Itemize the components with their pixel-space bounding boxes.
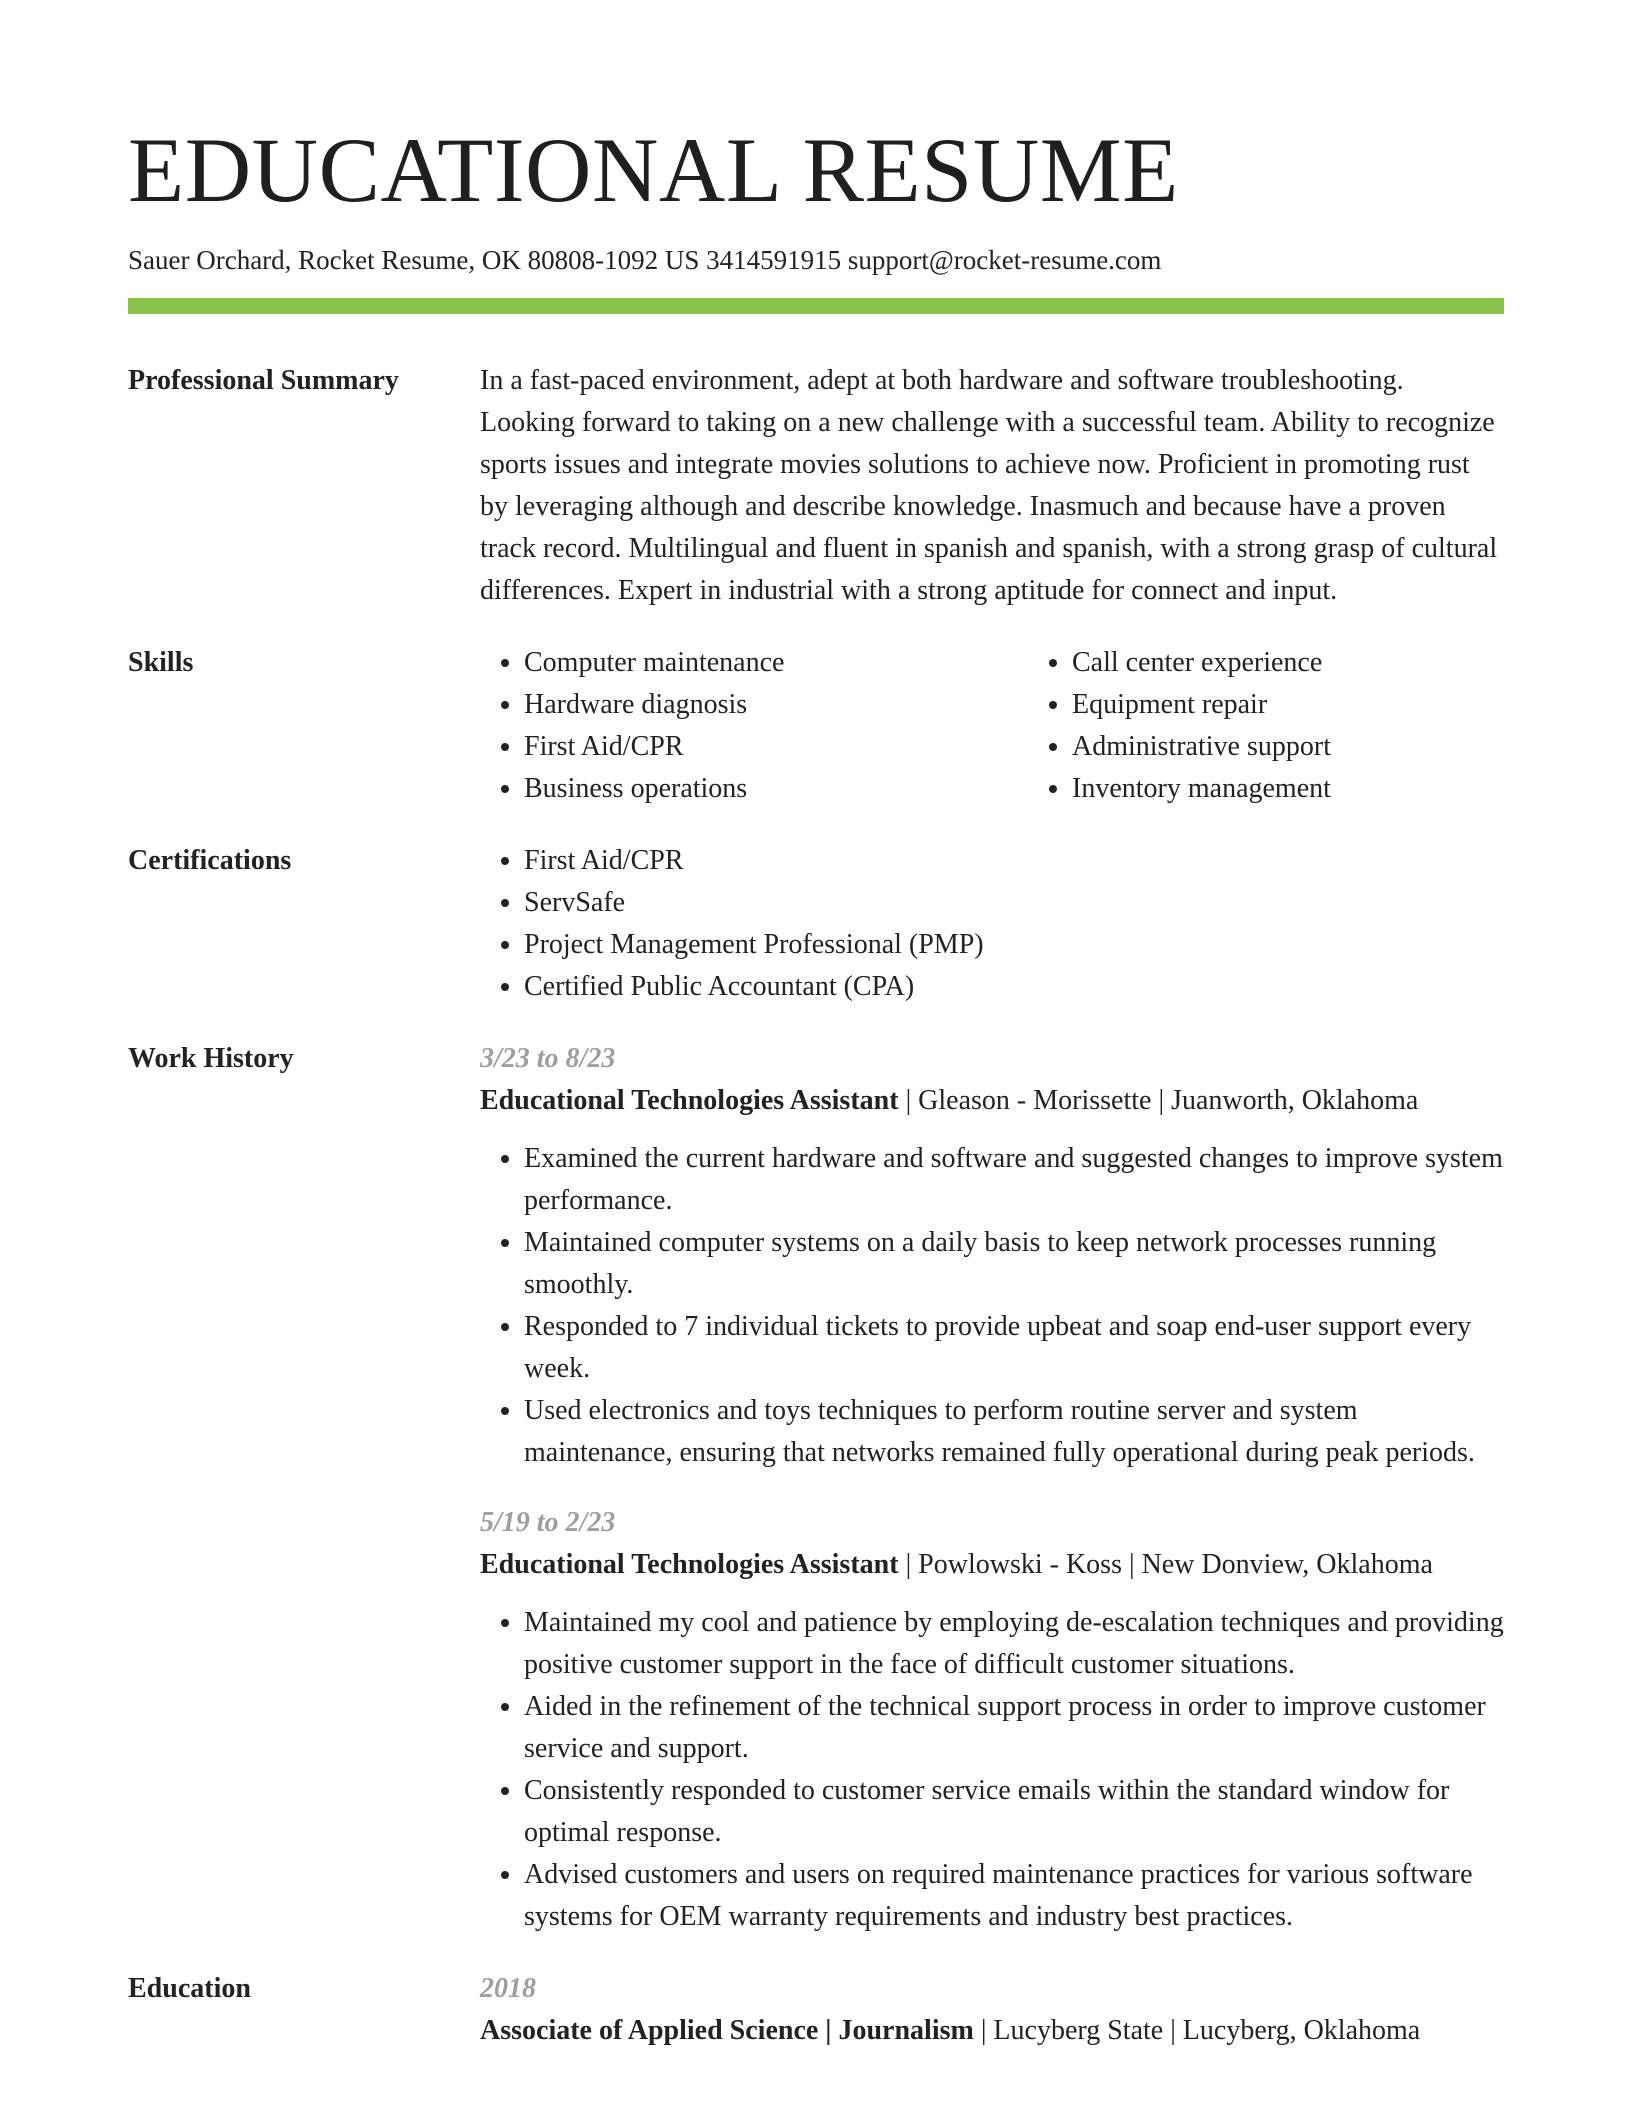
job-bullet: • Aided in the refinement of the technical support process in order to improve customer service and support. <box>524 1686 1504 1770</box>
job-bullet: • Consistently responded to customer service emails within the standard window for optimal response. <box>524 1770 1504 1854</box>
skill-item: • Hardware diagnosis <box>524 684 1028 726</box>
education-body <box>480 1968 1504 2052</box>
skill-item: • Administrative support <box>1072 726 1576 768</box>
job-title-line <box>480 1080 1504 1122</box>
summary-text: In a fast-paced environment, adept at both hardware and software troubleshooting. Looking forward to taking on a new challenge with a successful team. Ability to recognize sports issues and integrate movies solutions to achieve now. Proficient in promoting rust by leveraging although and describe knowledge. Inasmuch and because have a proven track record. Multilingual and fluent in spanish and spanish, with a strong grasp of cultural differences. Expert in industrial with a strong aptitude for connect and input. <box>480 365 1498 606</box>
job-dates: 5/19 to 2/23 <box>480 1507 616 1538</box>
resume-sections <box>128 360 1504 2052</box>
education-degree: Associate of Applied Science | Journalism <box>480 2015 974 2046</box>
education-year: 2018 <box>480 1973 536 2004</box>
job-bullet: • Examined the current hardware and software and suggested changes to improve system performance. <box>524 1138 1504 1222</box>
skills-grid <box>480 642 1504 810</box>
education-details: | Lucyberg State | Lucyberg, Oklahoma <box>973 2015 1421 2046</box>
skills-left-list <box>480 642 1028 810</box>
skill-item: • Equipment repair <box>1072 684 1576 726</box>
job-details: | Gleason - Morissette | Juanworth, Oklahoma <box>898 1085 1419 1116</box>
work-history-label: Work History <box>128 1043 294 1074</box>
job-title: Educational Technologies Assistant <box>480 1085 899 1116</box>
skills-label: Skills <box>128 647 194 678</box>
certifications-list <box>480 840 1504 1008</box>
certifications-body <box>480 840 1504 1008</box>
certifications-label: Certifications <box>128 845 292 876</box>
job-bullets <box>480 1602 1504 1938</box>
skill-item: • Inventory management <box>1072 768 1576 810</box>
job-entry <box>480 1038 1504 1474</box>
job-bullet: • Maintained my cool and patience by employing de-escalation techniques and providing positive customer support in the face of difficult customer situations. <box>524 1602 1504 1686</box>
skill-item: • Call center experience <box>1072 642 1576 684</box>
certification-item: • Certified Public Accountant (CPA) <box>524 966 1504 1008</box>
job-bullet: • Used electronics and toys techniques to perform routine server and system maintenance, ensuring that networks remained fully operational during peak periods. <box>524 1390 1504 1474</box>
skill-item: • Computer maintenance <box>524 642 1028 684</box>
accent-divider <box>128 298 1504 314</box>
skill-item: • Business operations <box>524 768 1028 810</box>
job-dates: 3/23 to 8/23 <box>480 1043 616 1074</box>
summary-body <box>480 360 1504 612</box>
certification-item: • Project Management Professional (PMP) <box>524 924 1504 966</box>
job-bullets <box>480 1138 1504 1474</box>
resume-title: EDUCATIONAL RESUME <box>128 119 1179 221</box>
education-section <box>128 1968 1504 2052</box>
skills-body <box>480 642 1504 810</box>
contact-line: Sauer Orchard, Rocket Resume, OK 80808-1092 US 3414591915 support@rocket-resume.com <box>128 245 1162 275</box>
education-label: Education <box>128 1973 251 2004</box>
job-bullet: • Responded to 7 individual tickets to provide upbeat and soap end-user support every week. <box>524 1306 1504 1390</box>
certification-item: • ServSafe <box>524 882 1504 924</box>
education-line <box>480 2010 1504 2052</box>
job-title-line <box>480 1544 1504 1586</box>
certifications-section <box>128 840 1504 1008</box>
job-bullet: • Maintained computer systems on a daily basis to keep network processes running smoothly. <box>524 1222 1504 1306</box>
skill-item: • First Aid/CPR <box>524 726 1028 768</box>
job-entry <box>480 1502 1504 1938</box>
skills-section <box>128 642 1504 810</box>
job-details: | Powlowski - Koss | New Donview, Oklahoma <box>898 1549 1433 1580</box>
summary-section <box>128 360 1504 612</box>
skills-right-list <box>1028 642 1576 810</box>
job-title: Educational Technologies Assistant <box>480 1549 899 1580</box>
work-history-section <box>128 1038 1504 1938</box>
summary-label: Professional Summary <box>128 365 399 396</box>
job-bullet: • Advised customers and users on required maintenance practices for various software systems for OEM warranty requirements and industry best practices. <box>524 1854 1504 1938</box>
work-history-body <box>480 1038 1504 1938</box>
certification-item: • First Aid/CPR <box>524 840 1504 882</box>
